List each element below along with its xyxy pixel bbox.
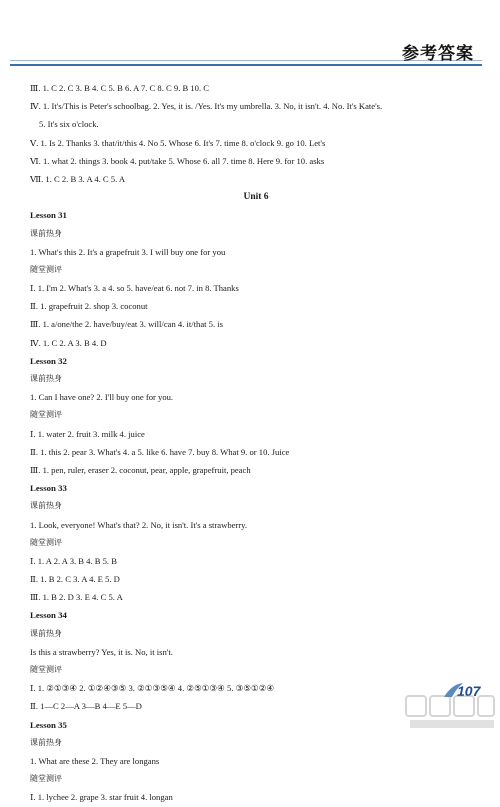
lesson-heading: Lesson 34 [30, 610, 67, 621]
answer-line: 1. What's this 2. It's a grapefruit 3. I will buy one for you [30, 246, 226, 257]
answer-line: Ⅳ. 1. It's/This is Peter's schoolbag. 2. Yes, it is. /Yes. It's my umbrella. 3. No, it isn't. 4. No. It's Kate's. [30, 101, 383, 112]
section-heading: 课前热身 [30, 501, 62, 511]
answer-line: Ⅰ. 1. A 2. A 3. B 4. B 5. B [30, 555, 117, 566]
page-title: 参考答案 [402, 44, 474, 64]
section-heading: 课前热身 [30, 737, 62, 747]
answer-line: 5. It's six o'clock. [39, 119, 99, 130]
page-number: 107 [457, 683, 481, 699]
answer-line: Ⅵ. 1. what 2. things 3. book 4. put/take 5. Whose 6. all 7. time 8. Here 9. for 10. asks [30, 155, 325, 166]
section-heading: 随堂测评 [30, 410, 62, 420]
section-heading: 课前热身 [30, 228, 62, 238]
answer-line: Ⅲ. 1. C 2. C 3. B 4. C 5. B 6. A 7. C 8. C 9. B 10. C [30, 83, 209, 93]
answer-line: Is this a strawberry? Yes, it is. No, it isn't. [30, 646, 173, 657]
answer-line: Ⅲ. 1. B 2. D 3. E 4. C 5. A [30, 592, 123, 603]
answer-line: 1. What are these 2. They are longans [30, 755, 160, 766]
page-header [0, 0, 500, 70]
header-rule-thick [10, 64, 482, 66]
answer-line: Ⅴ. 1. Is 2. Thanks 3. that/it/this 4. No 5. Whose 6. It's 7. time 8. o'clock 9. go 10. Let's [30, 137, 326, 148]
section-heading: 课前热身 [30, 628, 62, 638]
answer-line: 1. Can I have one? 2. I'll buy one for you. [30, 392, 174, 403]
answer-line: Ⅰ. 1. ②①③④ 2. ①②④③⑤ 3. ②①③⑤④ 4. ②⑤①③④ 5. ③⑤①②④ [30, 683, 275, 694]
lesson-heading: Lesson 32 [30, 355, 67, 366]
lesson-heading: Lesson 33 [30, 483, 67, 494]
answer-line: Ⅰ. 1. lychee 2. grape 3. star fruit 4. longan [30, 792, 173, 803]
section-heading: 课前热身 [30, 374, 62, 383]
answer-line: Ⅶ. 1. C 2. B 3. A 4. C 5. A [30, 173, 126, 184]
answer-line: Ⅳ. 1. C 2. A 3. B 4. D [30, 337, 107, 348]
answer-line: Ⅰ. 1. I'm 2. What's 3. a 4. so 5. have/eat 6. not 7. in 8. Thanks [30, 283, 239, 294]
answer-line: Ⅲ. 1. pen, ruler, eraser 2. coconut, pear, apple, grapefruit, peach [30, 464, 251, 475]
answer-line: Ⅱ. 1. B 2. C 3. A 4. E 5. D [30, 574, 120, 585]
unit-heading: Unit 6 [243, 192, 269, 203]
section-heading: 随堂测评 [30, 264, 62, 274]
watermark-logo [404, 692, 496, 730]
lesson-heading: Lesson 31 [30, 210, 67, 221]
answer-line: Ⅲ. 1. a/one/the 2. have/buy/eat 3. will/can 4. it/that 5. is [30, 319, 224, 330]
section-heading: 随堂测评 [30, 537, 62, 547]
answer-line: 1. Look, everyone! What's that? 2. No, it isn't. It's a strawberry. [30, 519, 248, 530]
lesson-heading: Lesson 35 [30, 719, 67, 730]
section-heading: 随堂测评 [30, 774, 62, 784]
answer-line: Ⅱ. 1—C 2—A 3—B 4—E 5—D [30, 701, 142, 712]
answer-line: Ⅱ. 1. grapefruit 2. shop 3. coconut [30, 301, 148, 312]
answer-line: Ⅱ. 1. this 2. pear 3. What's 4. a 5. like 6. have 7. buy 8. What 9. or 10. Juice [30, 446, 290, 457]
section-heading: 随堂测评 [30, 665, 62, 674]
answer-line: Ⅰ. 1. water 2. fruit 3. milk 4. juice [30, 428, 145, 439]
